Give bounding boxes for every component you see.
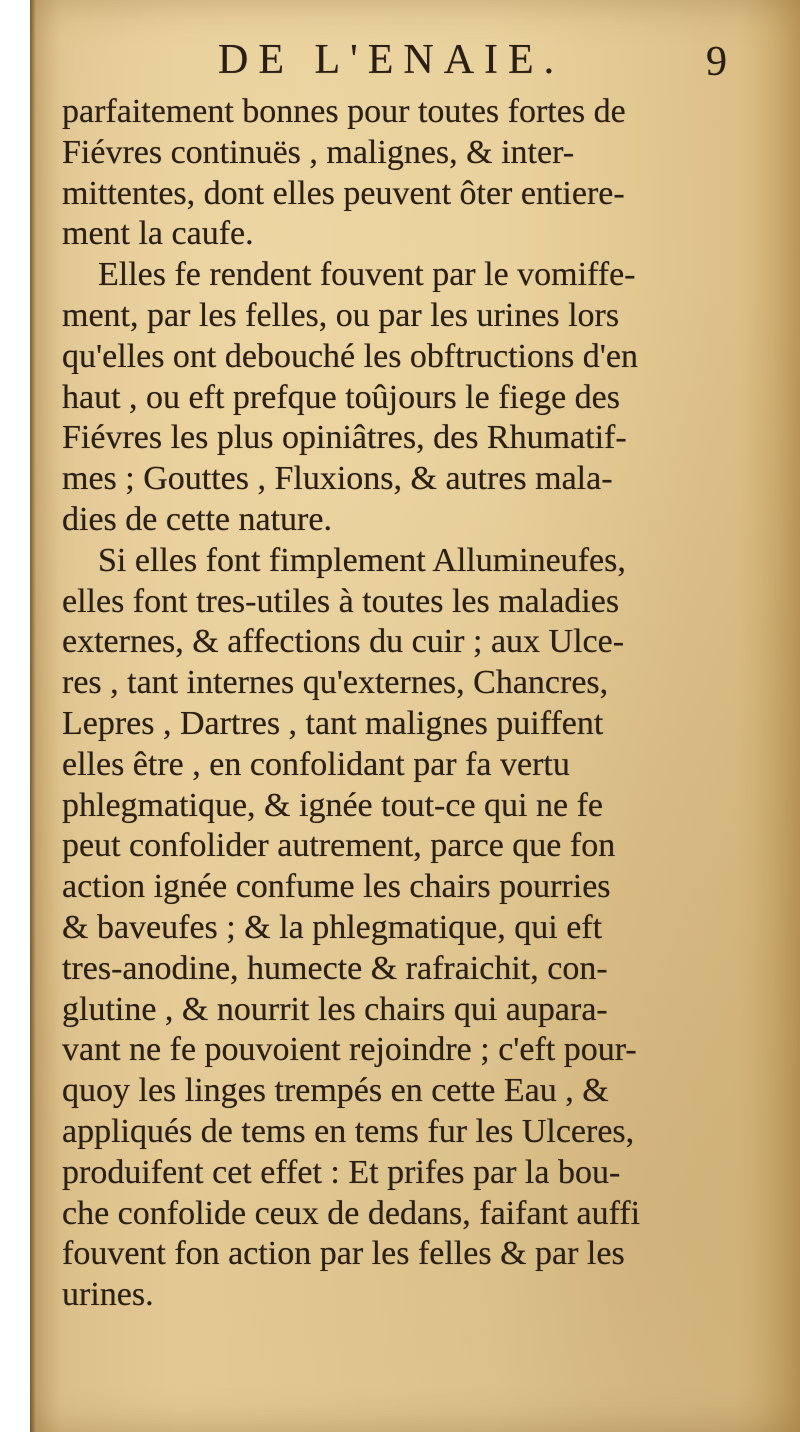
text-line: & baveufes ; & la phlegmatique, qui eft	[62, 908, 603, 946]
text-line: glutine , & nourrit les chairs qui aupara-	[62, 990, 608, 1028]
text-line: vant ne fe pouvoient rejoindre ; c'eft pour-	[62, 1031, 637, 1069]
text-line: ment la caufe.	[62, 215, 254, 253]
text-line: elles être , en confolidant par fa vertu	[62, 745, 570, 783]
text-line: produifent cet effet : Et prifes par la bou-	[62, 1153, 621, 1191]
book-page	[30, 0, 800, 1432]
text-line: parfaitement bonnes pour toutes fortes de	[62, 93, 626, 130]
text-line: res , tant internes qu'externes, Chancres,	[62, 664, 609, 702]
page-header	[30, 36, 800, 96]
text-line: urines.	[62, 1276, 154, 1314]
text-line: haut , ou eft prefque toûjours le fiege des	[62, 378, 620, 416]
text-line: appliqués de tems en tems fur les Ulceres,	[62, 1112, 635, 1150]
text-line: Elles fe rendent fouvent par le vomiffe-	[98, 256, 636, 294]
body-text	[62, 92, 778, 1316]
text-line: fouvent fon action par les felles & par les	[62, 1235, 625, 1273]
text-line: Fiévres les plus opiniâtres, des Rhumatif-	[62, 419, 627, 457]
paragraph-3	[62, 541, 778, 1316]
text-line: mittentes, dont elles peuvent ôter entiere-	[62, 174, 625, 212]
text-line: Fiévres continuës , malignes, & inter-	[62, 133, 575, 171]
text-line: peut confolider autrement, parce que fon	[62, 827, 616, 865]
running-title: DE L'ENAIE.	[218, 37, 565, 83]
text-line: Si elles font fimplement Allumineufes,	[98, 541, 626, 579]
page-spine-shadow	[30, 0, 36, 1432]
text-line: dies de cette nature.	[62, 500, 332, 538]
text-line: phlegmatique, & ignée tout-ce qui ne fe	[62, 786, 603, 824]
page-number: 9	[706, 39, 727, 85]
text-line: Lepres , Dartres , tant malignes puiffent	[62, 704, 604, 742]
text-line: quoy les linges trempés en cette Eau , &	[62, 1072, 609, 1110]
text-line: tres-anodine, humecte & rafraichit, con-	[62, 949, 608, 987]
text-line: elles font tres-utiles à toutes les maladies	[62, 582, 620, 620]
paragraph-2	[62, 255, 778, 541]
text-line: mes ; Gouttes , Fluxions, & autres mala-	[62, 460, 613, 498]
text-line: ment, par les felles, ou par les urines lors	[62, 296, 620, 334]
text-line: qu'elles ont debouché les obftructions d'en	[62, 337, 638, 375]
text-line: che confolide ceux de dedans, faifant auffi	[62, 1194, 641, 1232]
text-line: externes, & affections du cuir ; aux Ulce-	[62, 623, 625, 661]
paragraph-1	[62, 92, 778, 255]
text-line: action ignée confume les chairs pourries	[62, 868, 611, 906]
